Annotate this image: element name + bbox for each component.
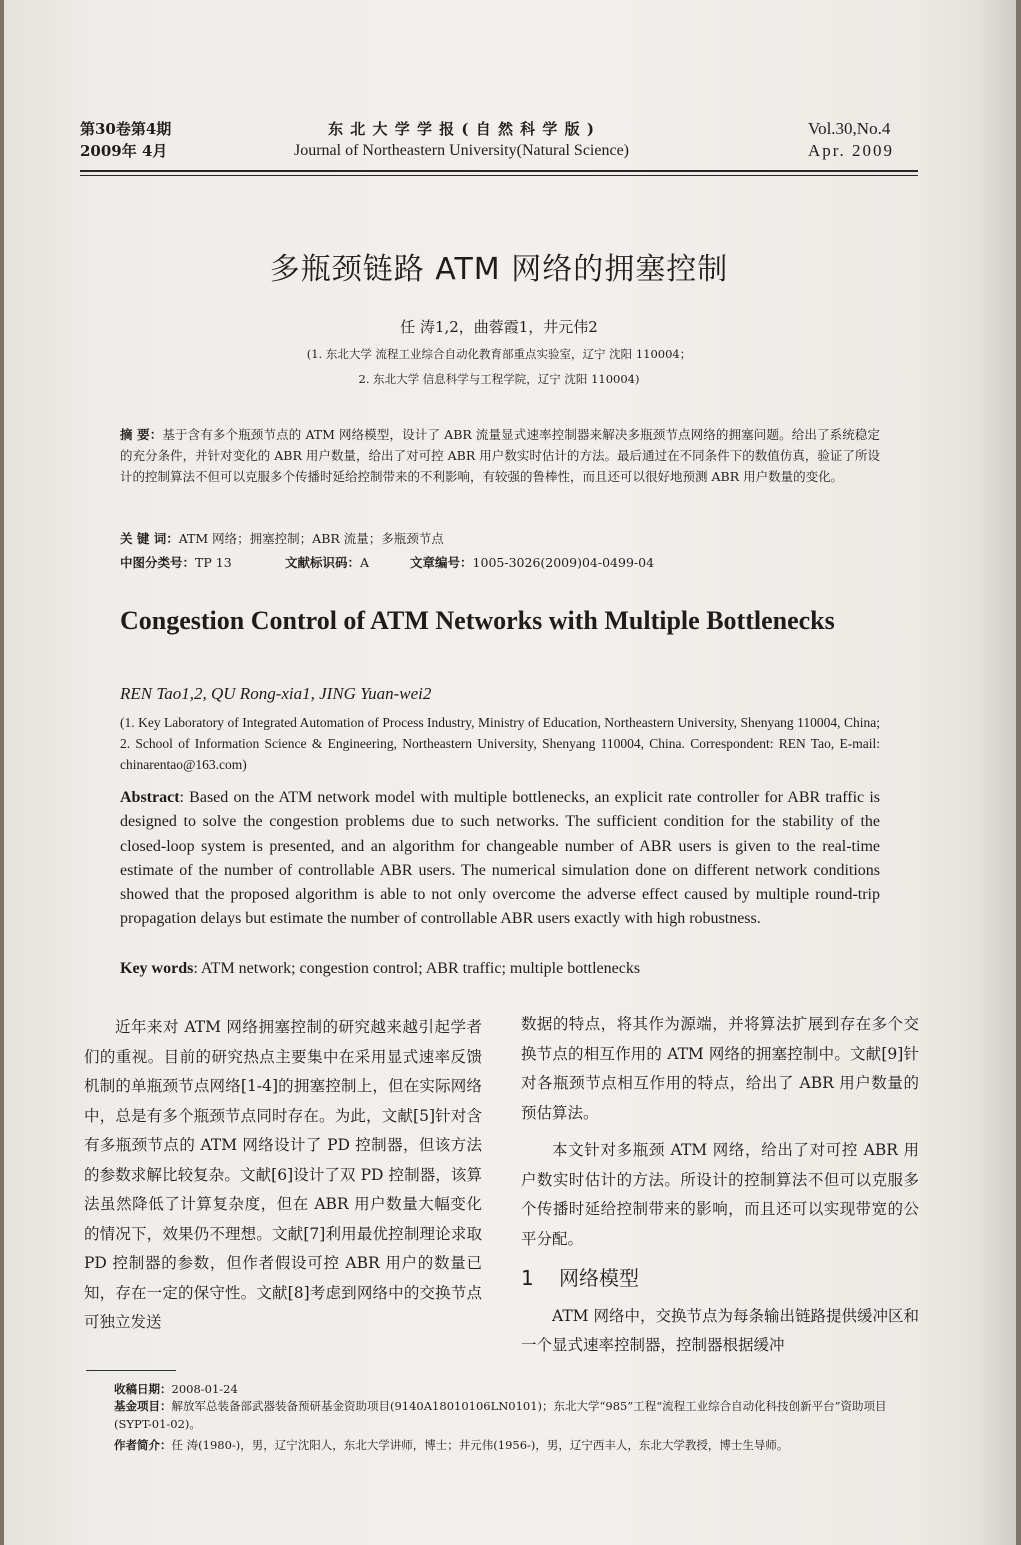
article-no-label: 文章编号： xyxy=(410,555,473,570)
keywords-cn-label: 关 键 词： xyxy=(120,531,179,546)
classification-line xyxy=(120,552,880,573)
title-en: Congestion Control of ATM Networks with Multiple Bottlenecks xyxy=(120,606,835,635)
abstract-en xyxy=(120,786,880,932)
abstract-cn xyxy=(120,424,880,487)
doc-code-label: 文献标识码： xyxy=(285,555,361,570)
abstract-cn-text: 基于含有多个瓶颈节点的 ATM 网络模型，设计了 ABR 流量显式速率控制器来解决多瓶颈节点网络的拥塞问题。给出了系统稳定的充分条件，并针对变化的 ABR 用户数量，给出了对可控 ABR 用户数实时估计的方法。最后通过在不同条件下的数值仿真，验证了所设计的控制算法不但可以克服多个传播时延给控制带来的不利影响，有较强的鲁棒性，而且还可以很好地预测 ABR 用户数量的变化。 xyxy=(120,427,880,484)
keywords-en-text: : ATM network; congestion control; ABR traffic; multiple bottlenecks xyxy=(193,960,641,977)
header-journal xyxy=(294,118,629,162)
body-paragraph: 数据的特点，将其作为源端，并将算法扩展到存在多个交换节点的相互作用的 ATM 网络的拥塞控制中。文献[9]针对各瓶颈节点相互作用的特点，给出了 ABR 用户数量的预估算法。 xyxy=(521,1015,919,1122)
section-number: 1 xyxy=(521,1266,534,1290)
clc-value: TP 13 xyxy=(195,555,232,570)
footnote-fund xyxy=(114,1397,924,1433)
section-title: 网络模型 xyxy=(559,1266,639,1290)
volume-cn: 第30卷第4期 xyxy=(80,120,172,138)
header-rule xyxy=(80,170,918,172)
volume-en: Vol.30,No.4 xyxy=(808,119,891,138)
header-volume-en xyxy=(808,118,894,162)
doc-code-value: A xyxy=(360,555,370,570)
footnote-bio xyxy=(114,1436,924,1454)
abstract-cn-label: 摘 要： xyxy=(120,427,163,442)
body-paragraph: 近年来对 ATM 网络拥塞控制的研究越来越引起学者们的重视。目前的研究热点主要集中在采用显式速率反馈机制的单瓶颈节点网络[1-4]的拥塞控制上，但在实际网络中，总是有多个瓶颈节点同时存在。为此，文献[5]针对含有多瓶颈节点的 ATM 网络设计了 PD 控制器，但该方法的参数求解比较复杂。文献[6]设计了双 PD 控制器，该算法虽然降低了计算复杂度，但在 ABR 用户数量大幅变化的情况下，效果仍不理想。文献[7]利用最优控制理论求取 PD 控制器的参数，但作者假设可控 ABR 用户的数量已知，存在一定的保守性。文献[8]考虑到网络中的交换节点可独立发送 xyxy=(84,1018,482,1331)
body-paragraph: ATM 网络中，交换节点为每条输出链路提供缓冲区和一个显式速率控制器，控制器根据缓冲 xyxy=(521,1306,919,1354)
page-edge-shadow xyxy=(976,0,1016,1545)
keywords-en-label: Key words xyxy=(120,960,194,977)
bio-label: 作者简介： xyxy=(114,1438,172,1452)
article-no-value: 1005-3026(2009)04-0499-04 xyxy=(472,555,655,570)
received-date: 2008-01-24 xyxy=(171,1382,238,1396)
fund-label: 基金项目： xyxy=(114,1399,172,1413)
affiliation-cn-1: (1. 东北大学 流程工业综合自动化教育部重点实验室，辽宁 沈阳 110004； xyxy=(306,347,692,361)
keywords-cn-text: ATM 网络；拥塞控制；ABR 流量；多瓶颈节点 xyxy=(178,531,444,546)
fund-text: 解放军总装备部武器装备预研基金资助项目(9140A18010106LN0101)；东北大学“985”工程“流程工业综合自动化科技创新平台”资助项目(SYPT-01-02)。 xyxy=(114,1399,887,1431)
title-cn: 多瓶颈链路 ATM 网络的拥塞控制 xyxy=(269,252,729,287)
authors-cn: 任 涛1,2，曲蓉霞1，井元伟2 xyxy=(400,318,598,336)
affiliation-cn-2: 2. 东北大学 信息科学与工程学院，辽宁 沈阳 110004) xyxy=(358,372,640,386)
authors-en: REN Tao1,2, QU Rong-xia1, JING Yuan-wei2 xyxy=(120,684,432,703)
section-heading xyxy=(521,1264,919,1294)
body-paragraph: 本文针对多瓶颈 ATM 网络，给出了对可控 ABR 用户数实时估计的方法。所设计的控制算法不但可以克服多个传播时延给控制带来的影响，而且还可以实现带宽的公平分配。 xyxy=(521,1141,919,1248)
abstract-en-label: Abstract xyxy=(120,789,180,806)
journal-name-cn: 东 北 大 学 学 报 ( 自 然 科 学 版 ) xyxy=(328,120,595,138)
received-label: 收稿日期： xyxy=(114,1382,172,1396)
keywords-en xyxy=(120,957,880,981)
header-volume-cn xyxy=(80,118,171,162)
journal-page xyxy=(4,0,1016,1545)
clc-label: 中图分类号： xyxy=(120,555,196,570)
body-right-column xyxy=(521,1010,919,1361)
footnote-rule xyxy=(86,1370,176,1371)
footnote-received xyxy=(114,1380,924,1398)
date-en: Apr. 2009 xyxy=(808,141,894,160)
header-rule-thin xyxy=(80,175,918,176)
date-cn: 2009年 4月 xyxy=(80,142,168,160)
bio-text: 任 涛(1980-)，男，辽宁沈阳人，东北大学讲师，博士；井元伟(1956-)，男，辽宁西丰人，东北大学教授，博士生导师。 xyxy=(171,1438,789,1452)
affiliation-en: (1. Key Laboratory of Integrated Automation of Process Industry, Ministry of Education, Northeastern University, Shenyang 110004, China; 2. School of Information Science & Engineering, Northeastern University, Shenyang 110004, China. Correspondent: REN Tao, E-mail: chinarentao@163.com) xyxy=(120,715,880,772)
abstract-en-text: : Based on the ATM network model with multiple bottlenecks, an explicit rate controller for ABR traffic is designed to solve the congestion problems due to such networks. The sufficient condition for the stability of the closed-loop system is presented, and an algorithm for changeable number of ABR users is given to the real-time estimate of the number of controllable ABR users. The numerical simulation done on different network conditions showed that the proposed algorithm is able to not only overcome the adverse effect caused by multiple round-trip propagation delays but estimate the number of controllable ABR users exactly with high robustness. xyxy=(120,789,880,928)
keywords-cn xyxy=(120,528,880,549)
body-left-column xyxy=(84,1013,482,1338)
journal-name-en: Journal of Northeastern University(Natural Science) xyxy=(294,142,629,159)
